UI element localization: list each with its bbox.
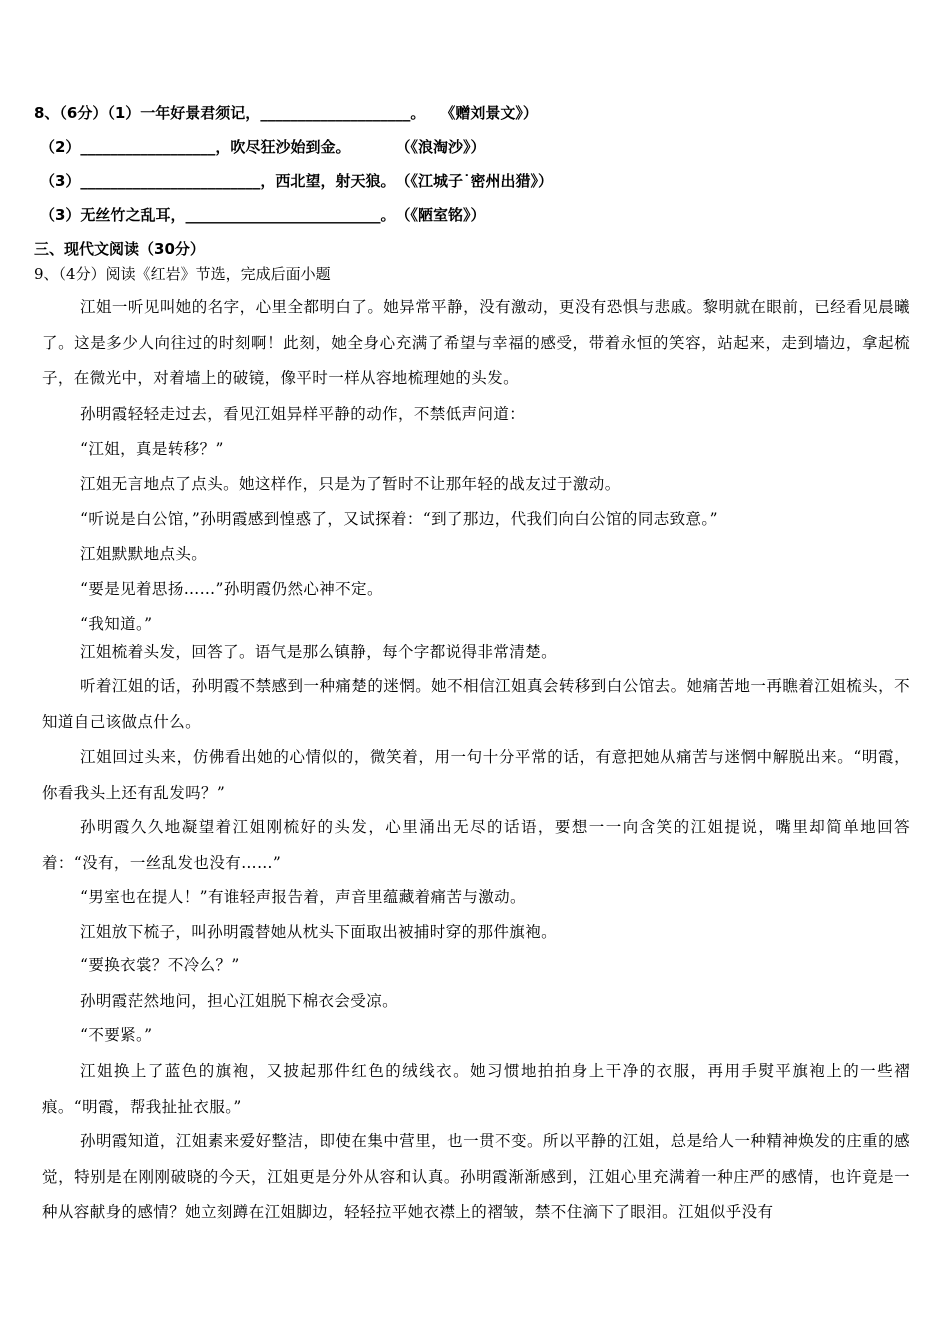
- passage-paragraph: 江姐默默地点头。: [80, 545, 208, 563]
- passage-paragraph: 江姐回过头来，仿佛看出她的心情似的，微笑着，用一句十分平常的话，有意把她从痛苦与迷惘中解脱出来。“明霞，你看我头上还有乱发吗？”: [42, 748, 910, 802]
- passage-paragraph: “江姐，真是转移？”: [80, 440, 224, 458]
- passage-paragraph: 江姐放下梳子，叫孙明霞替她从枕头下面取出被捕时穿的那件旗袍。: [80, 923, 558, 941]
- passage-paragraph: “听说是白公馆，”孙明霞感到惶惑了，又试探着：“到了那边，代我们向白公馆的同志致意。”: [80, 510, 718, 528]
- section-heading: 三、现代文阅读（30分）: [34, 240, 205, 258]
- passage-paragraph: 孙明霞茫然地问，担心江姐脱下棉衣会受凉。: [80, 992, 399, 1010]
- q8-line-4: （3）无丝竹之乱耳，__________________________。 （《陋室铭》）: [40, 206, 486, 224]
- passage-paragraph: “要换衣裳？不冷么？”: [80, 956, 240, 974]
- passage-paragraph: 江姐无言地点了点头。她这样作，只是为了暂时不让那年轻的战友过于激动。: [80, 475, 621, 493]
- q8-line-3: （3）________________________，西北望，射天狼。 （《江城子˙密州出猎》）: [40, 172, 553, 190]
- passage-paragraph: “不要紧。”: [80, 1026, 153, 1044]
- passage-paragraph: 听着江姐的话，孙明霞不禁感到一种痛楚的迷惘。她不相信江姐真会转移到白公馆去。她痛苦地一再瞧着江姐梳头，不知道自己该做点什么。: [42, 677, 910, 731]
- q9-intro: 9、（4分）阅读《红岩》节选，完成后面小题: [34, 265, 331, 283]
- passage-paragraph: 江姐换上了蓝色的旗袍，又披起那件红色的绒线衣。她习惯地拍拍身上干净的衣服，再用手熨平旗袍上的一些褶痕。“明霞，帮我扯扯衣服。”: [42, 1062, 910, 1116]
- q8-line-1: 8、（6分）（1）一年好景君须记，____________________。 《赠刘景文》）: [34, 104, 538, 122]
- passage-paragraph: “男室也在提人！”有谁轻声报告着，声音里蕴藏着痛苦与激动。: [80, 888, 526, 906]
- passage-paragraph: 孙明霞知道，江姐素来爱好整洁，即使在集中营里，也一贯不变。所以平静的江姐，总是给人一种精神焕发的庄重的感觉，特别是在刚刚破晓的今天，江姐更是分外从容和认真。孙明霞渐渐感到，江姐心里充满着一种庄严的感情，也许竟是一种从容献身的感情？她立刻蹲在江姐脚边，轻轻拉平她衣襟上的褶皱，禁不住滴下了眼泪。江姐似乎没有: [42, 1132, 910, 1221]
- passage-paragraph: 孙明霞轻轻走过去，看见江姐异样平静的动作，不禁低声问道：: [80, 405, 526, 423]
- passage-paragraph: 江姐梳着头发，回答了。语气是那么镇静，每个字都说得非常清楚。: [80, 643, 558, 661]
- q8-line-2: （2）__________________，吹尽狂沙始到金。 （《浪淘沙》）: [40, 138, 486, 156]
- passage-paragraph: “要是见着思扬……”孙明霞仍然心神不定。: [80, 580, 383, 598]
- passage-paragraph: “我知道。”: [80, 615, 153, 633]
- passage-paragraph: 孙明霞久久地凝望着江姐刚梳好的头发，心里涌出无尽的话语，要想一一向含笑的江姐提说，嘴里却简单地回答着：“没有，一丝乱发也没有……”: [42, 818, 910, 872]
- passage-paragraph: 江姐一听见叫她的名字，心里全都明白了。她异常平静，没有激动，更没有恐惧与悲戚。黎明就在眼前，已经看见晨曦了。这是多少人向往过的时刻啊！此刻，她全身心充满了希望与幸福的感受，带着永恒的笑容，站起来，走到墙边，拿起梳子，在微光中，对着墙上的破镜，像平时一样从容地梳理她的头发。: [42, 298, 910, 387]
